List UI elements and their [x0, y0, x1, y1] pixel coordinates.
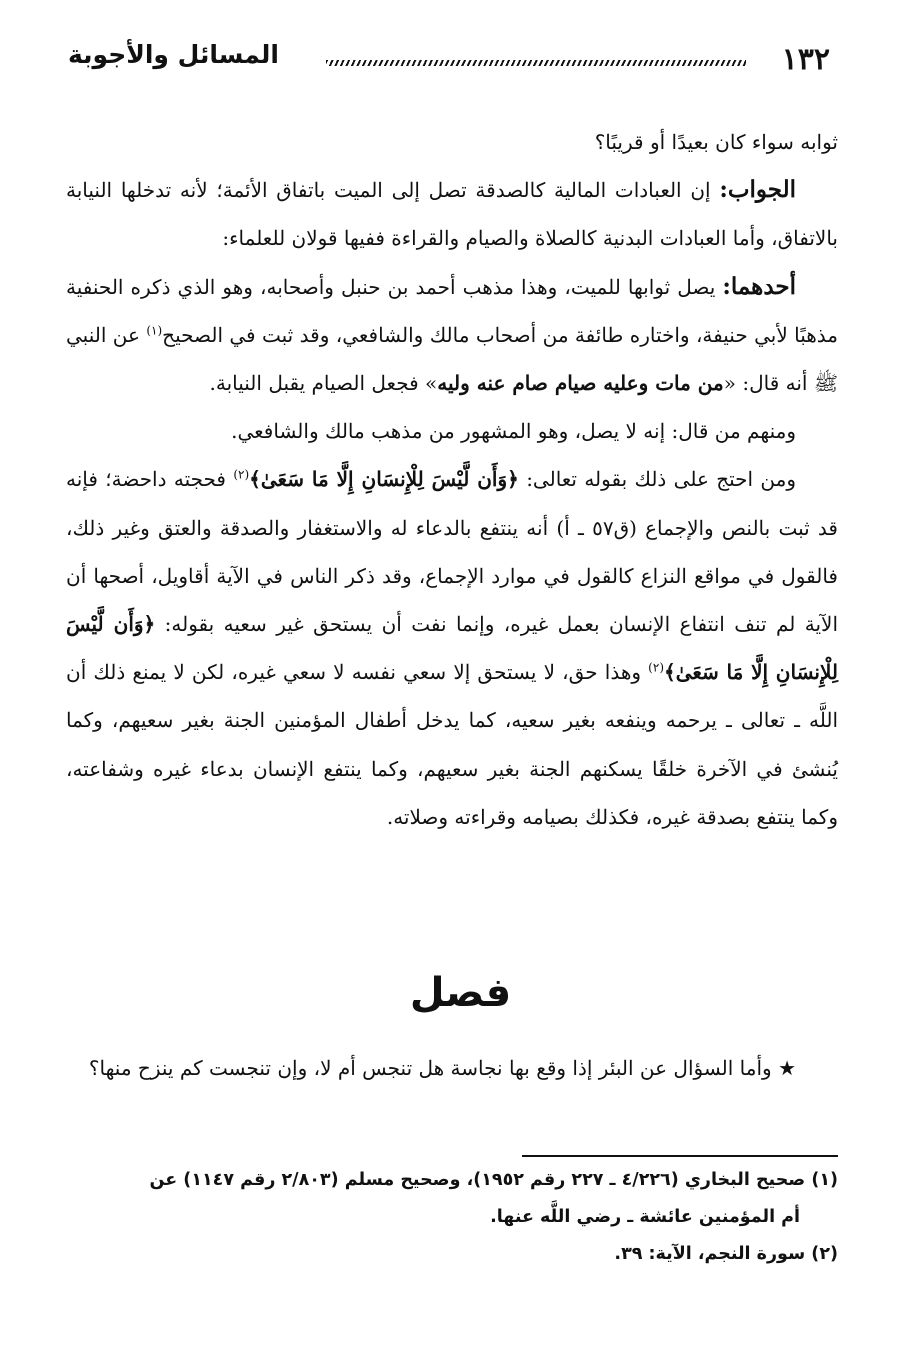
first-opinion-text-c: » فجعل الصيام يقبل النيابة.: [209, 371, 438, 396]
footnotes: [60, 1162, 838, 1273]
main-text: [66, 118, 838, 841]
argument-text-b: فحجته داحضة؛ فإنه قد ثبت بالنص والإجماع (ق٥٧ ـ أ) أنه ينتفع بالدعاء له والاستغفار والصدقة والعتق وغير ذلك، فالقول في مواقع النزاع كالقول في موارد الإجماع، وقد ذكر الناس في الآية أقاويل، أصحها أن الآية لم تنف انتفاع الإنسان بعمل غيره، وإنما نفت أن يستحق غير سعيه بقوله:: [66, 467, 839, 637]
argument-text-a: ومن احتج على ذلك بقوله تعالى:: [518, 467, 797, 492]
argument-text-c: وهذا حق، لا يستحق إلا سعي نفسه لا سعي غيره، لكن لا يمنع ذلك أن اللَّه ـ تعالى ـ يرحمه وينفعه بغير سعيه، كما يدخل أطفال المؤمنين الجنة بغير سعيهم، وكما يُنشئ في الآخرة خلقًا يسكنهم الجنة بغير سعيهم، وكما ينتفع الإنسان بدعاء غيره وشفاعته، وكما ينتفع بصدقة غيره، فكذلك بصيامه وقراءته وصلاته.: [66, 660, 838, 829]
first-opinion-label: أحدهما:: [722, 272, 796, 300]
hadith-quote: من مات وعليه صيام صام عنه وليه: [437, 371, 724, 396]
answer-text: إن العبادات المالية كالصدقة تصل إلى الميت باتفاق الأئمة؛ لأنه تدخلها النيابة بالاتفاق، وأما العبادات البدنية كالصلاة والصيام والقراءة ففيها قولان للعلماء:: [66, 178, 838, 251]
first-opinion-text-a: يصل ثوابها للميت، وهذا مذهب أحمد بن حنبل وأصحابه، وهو الذي ذكره الحنفية مذهبًا لأبي حنيفة، واختاره طائفة من أصحاب مالك والشافعي، وقد ثبت في الصحيح: [66, 274, 838, 347]
header-rule: [326, 60, 746, 66]
verse-quote-1: ﴿وَأَن لَّيْسَ لِلْإِنسَانِ إِلَّا مَا سَعَىٰ﴾: [249, 467, 519, 492]
answer-label: الجواب:: [719, 176, 796, 204]
verse-quote-2: ﴿وَأَن لَّيْسَ لِلْإِنسَانِ إِلَّا مَا سَعَىٰ﴾: [66, 612, 839, 685]
well-question-text: ★ وأما السؤال عن البئر إذا وقع بها نجاسة هل تنجس أم لا، وإن تنجست كم ينزح منها؟: [88, 1056, 796, 1080]
footnote-1: (١) صحيح البخاري (٤/٢٢٦ ـ ٢٢٧ رقم ١٩٥٢)، وصحيح مسلم (٢/٨٠٣ رقم ١١٤٧) عن: [149, 1170, 838, 1190]
well-question: [66, 1043, 838, 1093]
paragraph-second-opinion: ومنهم من قال: إنه لا يصل، وهو المشهور من مذهب مالك والشافعي.: [231, 419, 796, 444]
section-heading: فصل: [409, 970, 512, 1016]
paragraph-first-opinion: [66, 263, 838, 408]
page-number: ١٣٢: [781, 42, 830, 77]
running-title: المسائل والأجوبة: [68, 40, 279, 69]
footnote-2: (٢) سورة النجم، الآية: ٣٩.: [614, 1244, 838, 1264]
page-header: [68, 38, 830, 78]
footnote-divider: [522, 1155, 838, 1157]
paragraph-question-end: ثوابه سواء كان بعيدًا أو قريبًا؟: [594, 130, 838, 154]
footnote-ref-2b: (٢): [648, 660, 664, 675]
footnote-ref-2: (٢): [233, 467, 250, 482]
first-opinion-text-b: عن النبي ﷺ أنه قال: «: [66, 322, 838, 396]
footnote-1-continued: أم المؤمنين عائشة ـ رضي اللَّه عنها.: [490, 1207, 800, 1227]
footnote-ref-1: (١): [146, 323, 163, 338]
paragraph-answer: [66, 166, 838, 262]
paragraph-argument: [66, 455, 838, 841]
